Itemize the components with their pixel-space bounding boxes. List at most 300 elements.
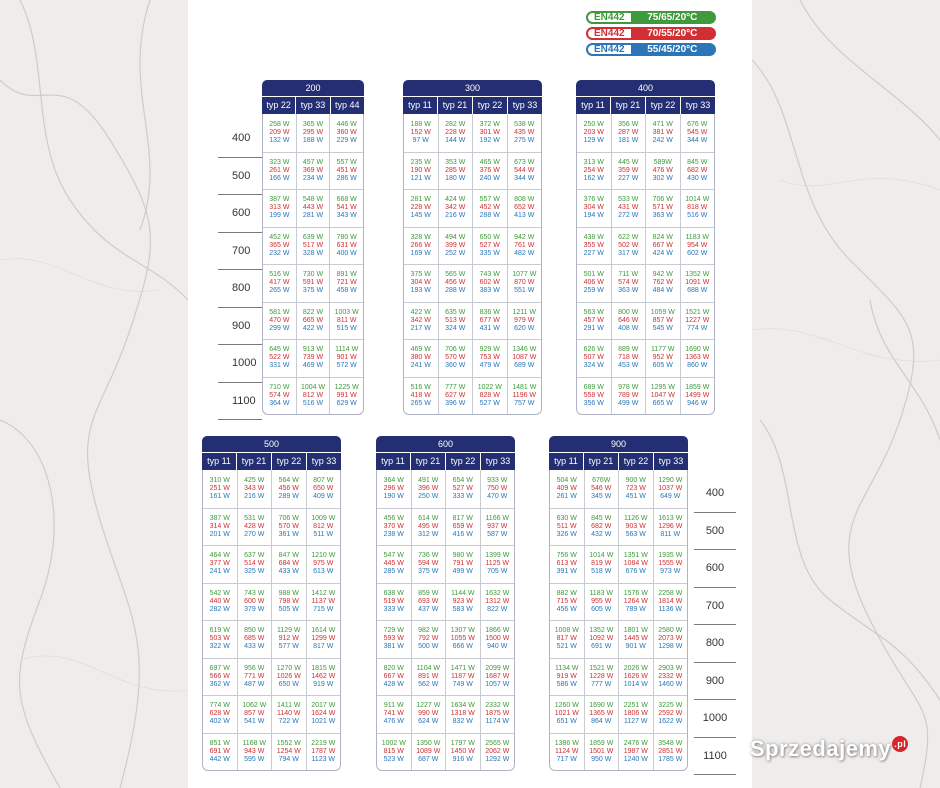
column-header: typ 44 — [335, 100, 360, 110]
value-70-55: 628 W — [209, 710, 230, 718]
value-75-65: 817 W — [452, 514, 473, 522]
table-cell — [307, 696, 341, 733]
value-55-45: 322 W — [209, 643, 230, 651]
value-55-45: 97 W — [412, 136, 429, 144]
table-cell — [238, 621, 273, 658]
table-row — [404, 227, 541, 265]
value-70-55: 381 W — [652, 128, 673, 136]
value-75-65: 2258 W — [658, 589, 683, 597]
value-70-55: 1299 W — [311, 635, 336, 643]
value-70-55: 570 W — [445, 354, 466, 362]
value-75-65: 258 W — [269, 120, 290, 128]
value-70-55: 857 W — [244, 710, 265, 718]
table-cell — [377, 470, 412, 508]
value-75-65: 845 W — [591, 514, 612, 522]
value-70-55: 631 W — [336, 241, 357, 249]
value-55-45: 344 W — [687, 136, 708, 144]
value-75-65: 1352 W — [685, 271, 710, 279]
value-70-55: 1021 W — [554, 710, 579, 718]
value-75-65: 1183 W — [589, 589, 614, 597]
value-70-55: 544 W — [514, 166, 535, 174]
value-55-45: 940 W — [487, 643, 508, 651]
table-cell — [481, 546, 515, 583]
table-cell — [654, 509, 688, 546]
value-70-55: 646 W — [618, 316, 639, 324]
value-55-45: 416 W — [452, 530, 473, 538]
value-75-65: 457 W — [302, 158, 324, 166]
value-75-65: 1632 W — [485, 589, 510, 597]
value-70-55: 1624 W — [311, 710, 336, 718]
value-55-45: 487 W — [244, 680, 265, 688]
value-55-45: 375 W — [418, 568, 439, 576]
value-75-65: 1690 W — [589, 702, 614, 710]
value-55-45: 285 W — [383, 568, 404, 576]
table-cell — [473, 114, 508, 152]
value-55-45: 774 W — [687, 324, 708, 332]
value-75-65: 1690 W — [685, 346, 710, 354]
table-height-200 — [262, 80, 364, 415]
value-75-65: 1062 W — [242, 702, 267, 710]
table-cell — [646, 303, 681, 340]
row-label: 800 — [218, 270, 262, 308]
value-75-65: 501 W — [583, 271, 604, 279]
table-cell — [481, 470, 515, 508]
value-75-65: 1134 W — [554, 664, 579, 672]
table-cell — [263, 153, 297, 190]
table-cell — [473, 228, 508, 265]
value-55-45: 950 W — [591, 755, 612, 763]
value-75-65: 614 W — [418, 514, 439, 522]
value-75-65: 2565 W — [485, 739, 510, 747]
value-70-55: 791 W — [452, 560, 473, 568]
value-75-65: 387 W — [209, 514, 230, 522]
value-70-55: 470 W — [269, 316, 290, 324]
table-cell — [646, 340, 681, 377]
value-55-45: 469 W — [302, 362, 324, 370]
value-55-45: 383 W — [479, 287, 500, 295]
value-70-55: 870 W — [514, 279, 535, 287]
column-header: typ 33 — [512, 100, 538, 110]
column-header: typ 33 — [685, 100, 711, 110]
table-cell — [263, 265, 297, 302]
value-75-65: 364 W — [383, 476, 404, 484]
value-75-65: 1104 W — [416, 664, 441, 672]
value-55-45: 901 W — [625, 643, 646, 651]
table-cell — [681, 378, 715, 415]
value-70-55: 659 W — [452, 522, 473, 530]
value-70-55: 370 W — [383, 522, 404, 530]
value-75-65: 494 W — [445, 233, 466, 241]
value-70-55: 677 W — [479, 316, 500, 324]
value-55-45: 324 W — [583, 362, 604, 370]
value-70-55: 451 W — [336, 166, 357, 174]
table-row — [404, 377, 541, 415]
value-70-55: 574 W — [618, 279, 639, 287]
value-55-45: 757 W — [514, 399, 535, 407]
column-header: typ 21 — [438, 97, 473, 114]
value-55-45: 335 W — [479, 249, 500, 257]
value-70-55: 574 W — [269, 391, 290, 399]
value-70-55: 457 W — [583, 316, 604, 324]
value-70-55: 979 W — [514, 316, 535, 324]
value-55-45: 312 W — [418, 530, 439, 538]
value-55-45: 234 W — [302, 174, 324, 182]
table-cell — [263, 303, 297, 340]
value-75-65: 564 W — [278, 476, 299, 484]
table-row — [577, 339, 714, 377]
table-title: 400 — [576, 80, 715, 96]
value-75-65: 250 W — [583, 120, 604, 128]
value-70-55: 1254 W — [276, 747, 301, 755]
value-75-65: 1307 W — [450, 627, 475, 635]
value-55-45: 363 W — [652, 212, 673, 220]
table-cell — [330, 340, 363, 377]
value-70-55: 406 W — [583, 279, 604, 287]
table-cell — [654, 584, 688, 621]
value-55-45: 476 W — [383, 718, 404, 726]
value-55-45: 430 W — [687, 174, 708, 182]
table-row — [263, 227, 363, 265]
value-55-45: 409 W — [313, 492, 334, 500]
legend-row-70-55 — [586, 27, 716, 40]
value-75-65: 1126 W — [623, 514, 648, 522]
value-75-65: 1022 W — [477, 383, 502, 391]
table-cell — [272, 696, 307, 733]
value-70-55: 937 W — [487, 522, 508, 530]
table-cell — [681, 114, 715, 152]
value-75-65: 622 W — [618, 233, 639, 241]
value-55-45: 511 W — [313, 530, 334, 538]
value-55-45: 188 W — [302, 136, 324, 144]
value-75-65: 469 W — [410, 346, 431, 354]
value-70-55: 377 W — [209, 560, 230, 568]
value-70-55: 428 W — [244, 522, 265, 530]
value-75-65: 676W — [592, 476, 611, 484]
column-header-row — [376, 453, 515, 470]
table-cell — [550, 696, 585, 733]
table-cell — [272, 659, 307, 696]
value-75-65: 542 W — [209, 589, 230, 597]
value-70-55: 296 W — [383, 484, 404, 492]
table-cell — [481, 734, 515, 771]
value-55-45: 946 W — [687, 399, 708, 407]
value-70-55: 545 W — [687, 128, 708, 136]
value-75-65: 1866 W — [485, 627, 510, 635]
value-55-45: 1057 W — [485, 680, 510, 688]
value-70-55: 1026 W — [276, 672, 301, 680]
value-75-65: 1004 W — [300, 383, 326, 391]
value-55-45: 227 W — [618, 174, 639, 182]
table-row — [263, 377, 363, 415]
value-55-45: 242 W — [652, 136, 673, 144]
value-55-45: 602 W — [687, 249, 708, 257]
table-cell — [238, 734, 273, 771]
value-75-65: 1014 W — [589, 552, 614, 560]
value-55-45: 832 W — [452, 718, 473, 726]
value-55-45: 666 W — [452, 643, 473, 651]
value-55-45: 1014 W — [623, 680, 648, 688]
column-header: typ 33 — [658, 456, 684, 466]
table-cell — [238, 696, 273, 733]
value-55-45: 650 W — [278, 680, 299, 688]
value-70-55: 2851 W — [658, 747, 683, 755]
column-header-row — [576, 97, 715, 114]
value-75-65: 780 W — [336, 233, 357, 241]
table-cell — [238, 659, 273, 696]
table-cell — [550, 584, 585, 621]
value-70-55: 1091 W — [685, 279, 710, 287]
value-70-55: 739 W — [302, 354, 324, 362]
value-75-65: 1386 W — [554, 739, 579, 747]
value-55-45: 216 W — [445, 212, 466, 220]
column-header: typ 22 — [446, 453, 481, 470]
value-75-65: 424 W — [445, 196, 466, 204]
table-cell — [473, 378, 508, 415]
value-55-45: 516 W — [687, 212, 708, 220]
table-cell — [612, 153, 647, 190]
table-cell — [481, 584, 515, 621]
table-row — [577, 114, 714, 152]
value-75-65: 820 W — [383, 664, 404, 672]
value-70-55: 228 W — [410, 204, 431, 212]
value-75-65: 710 W — [269, 383, 290, 391]
value-70-55: 1084 W — [623, 560, 648, 568]
value-55-45: 811 W — [660, 530, 681, 538]
table-height-500 — [202, 436, 341, 771]
value-75-65: 1183 W — [685, 233, 710, 241]
value-75-65: 889 W — [618, 346, 639, 354]
value-55-45: 272 W — [618, 212, 639, 220]
column-header-row — [549, 453, 688, 470]
value-75-65: 310 W — [209, 476, 230, 484]
table-cell — [238, 509, 273, 546]
value-70-55: 1365 W — [589, 710, 614, 718]
value-55-45: 344 W — [514, 174, 535, 182]
value-75-65: 913 W — [302, 346, 324, 354]
value-70-55: 314 W — [209, 522, 230, 530]
table-cell — [203, 509, 238, 546]
value-70-55: 741 W — [383, 710, 404, 718]
value-70-55: 342 W — [410, 316, 431, 324]
table-cell — [377, 509, 412, 546]
table-cell — [481, 621, 515, 658]
value-75-65: 900 W — [625, 476, 646, 484]
value-75-65: 465 W — [479, 158, 500, 166]
value-55-45: 484 W — [652, 287, 673, 295]
value-70-55: 1089 W — [416, 747, 441, 755]
value-75-65: 654 W — [452, 476, 473, 484]
table-cell — [297, 153, 331, 190]
value-75-65: 1935 W — [658, 552, 683, 560]
value-70-55: 1499 W — [685, 391, 710, 399]
value-70-55: 440 W — [209, 597, 230, 605]
table-title: 200 — [262, 80, 364, 96]
value-75-65: 235 W — [410, 158, 431, 166]
value-70-55: 771 W — [244, 672, 265, 680]
value-55-45: 583 W — [452, 605, 473, 613]
value-70-55: 627 W — [445, 391, 466, 399]
table-row — [263, 302, 363, 340]
table-cell — [646, 228, 681, 265]
column-header: typ 11 — [403, 97, 438, 114]
table-cell — [330, 153, 363, 190]
value-75-65: 851 W — [209, 739, 230, 747]
value-75-65: 538 W — [514, 120, 535, 128]
legend-row-75-65 — [586, 11, 716, 24]
value-75-65: 650 W — [479, 233, 500, 241]
value-70-55: 1312 W — [485, 597, 510, 605]
column-header-row — [262, 97, 364, 114]
table-cell — [585, 621, 620, 658]
value-55-45: 265 W — [410, 399, 431, 407]
table-cell — [439, 153, 474, 190]
table-cell — [377, 659, 412, 696]
value-75-65: 353 W — [445, 158, 466, 166]
table-cell — [404, 265, 439, 302]
column-header: typ 21 — [611, 97, 646, 114]
value-75-65: 2332 W — [485, 702, 510, 710]
table-cell — [272, 584, 307, 621]
value-70-55: 456 W — [278, 484, 299, 492]
table-row — [577, 264, 714, 302]
legend-tag: EN442 — [588, 13, 631, 22]
value-70-55: 1318 W — [450, 710, 475, 718]
table-title: 900 — [549, 436, 688, 452]
value-70-55: 903 W — [625, 522, 646, 530]
value-55-45: 499 W — [452, 568, 473, 576]
value-55-45: 241 W — [209, 568, 230, 576]
value-70-55: 593 W — [383, 635, 404, 643]
value-70-55: 1124 W — [554, 747, 579, 755]
value-55-45: 1127 W — [623, 718, 648, 726]
value-55-45: 1123 W — [311, 755, 336, 763]
value-70-55: 1626 W — [623, 672, 648, 680]
table-cell — [412, 621, 447, 658]
table-row — [263, 339, 363, 377]
table-cell — [681, 265, 715, 302]
value-75-65: 2219 W — [311, 739, 336, 747]
value-70-55: 399 W — [445, 241, 466, 249]
value-55-45: 282 W — [209, 605, 230, 613]
table-row — [377, 470, 514, 508]
value-75-65: 456 W — [383, 514, 404, 522]
value-75-65: 756 W — [556, 552, 577, 560]
value-75-65: 282 W — [445, 120, 466, 128]
value-55-45: 217 W — [410, 324, 431, 332]
table-row — [404, 339, 541, 377]
table-cell — [330, 190, 363, 227]
value-55-45: 192 W — [479, 136, 500, 144]
value-70-55: 152 W — [410, 128, 431, 136]
value-70-55: 1140 W — [276, 710, 301, 718]
value-70-55: 266 W — [410, 241, 431, 249]
table-cell — [508, 303, 542, 340]
value-70-55: 1687 W — [485, 672, 510, 680]
value-55-45: 665 W — [652, 399, 673, 407]
value-55-45: 916 W — [452, 755, 473, 763]
value-70-55: 1264 W — [623, 597, 648, 605]
value-55-45: 777 W — [591, 680, 612, 688]
table-row — [203, 508, 340, 546]
value-55-45: 193 W — [410, 287, 431, 295]
table-cell — [654, 621, 688, 658]
value-70-55: 1500 W — [485, 635, 510, 643]
table-cell — [446, 696, 481, 733]
value-55-45: 689 W — [514, 362, 535, 370]
table-row — [550, 545, 687, 583]
value-75-65: 911 W — [383, 702, 404, 710]
value-75-65: 668 W — [336, 196, 357, 204]
value-75-65: 1210 W — [311, 552, 336, 560]
table-cell — [439, 265, 474, 302]
table-row — [550, 695, 687, 733]
value-70-55: 254 W — [583, 166, 604, 174]
table-cell — [272, 621, 307, 658]
table-cell — [585, 509, 620, 546]
table-cell — [619, 621, 654, 658]
value-55-45: 291 W — [583, 324, 604, 332]
value-55-45: 413 W — [514, 212, 535, 220]
value-70-55: 990 W — [418, 710, 439, 718]
value-55-45: 433 W — [278, 568, 299, 576]
table-cell — [404, 190, 439, 227]
value-70-55: 342 W — [445, 204, 466, 212]
value-55-45: 629 W — [336, 399, 357, 407]
table-cell — [481, 696, 515, 733]
table-cell — [412, 734, 447, 771]
table-height-400 — [576, 80, 715, 415]
legend-tag: EN442 — [588, 45, 631, 54]
value-75-65: 1614 W — [311, 627, 336, 635]
table-cell — [307, 621, 341, 658]
value-70-55: 1037 W — [658, 484, 683, 492]
value-75-65: 619 W — [209, 627, 230, 635]
table-cell — [654, 659, 688, 696]
value-70-55: 1987 W — [623, 747, 648, 755]
table-height-600 — [376, 436, 515, 771]
table-cell — [446, 734, 481, 771]
value-55-45: 620 W — [514, 324, 535, 332]
value-55-45: 705 W — [487, 568, 508, 576]
table-grid — [576, 114, 715, 415]
value-75-65: 676 W — [687, 120, 708, 128]
table-cell — [439, 378, 474, 415]
table-cell — [473, 190, 508, 227]
value-70-55: 1363 W — [685, 354, 710, 362]
value-55-45: 288 W — [445, 287, 466, 295]
value-75-65: 1227 W — [416, 702, 441, 710]
value-75-65: 1009 W — [311, 514, 336, 522]
value-75-65: 626 W — [583, 346, 604, 354]
value-75-65: 323 W — [269, 158, 290, 166]
value-55-45: 261 W — [556, 492, 577, 500]
table-cell — [654, 696, 688, 733]
value-70-55: 527 W — [452, 484, 473, 492]
value-55-45: 527 W — [479, 399, 500, 407]
column-header: typ 21 — [584, 453, 619, 470]
value-70-55: 721 W — [336, 279, 357, 287]
table-cell — [585, 584, 620, 621]
table-row — [550, 470, 687, 508]
value-55-45: 289 W — [278, 492, 299, 500]
table-cell — [439, 190, 474, 227]
value-55-45: 333 W — [383, 605, 404, 613]
value-70-55: 1055 W — [450, 635, 475, 643]
table-cell — [238, 584, 273, 621]
value-55-45: 545 W — [652, 324, 673, 332]
value-70-55: 682 W — [687, 166, 708, 174]
value-70-55: 1555 W — [658, 560, 683, 568]
